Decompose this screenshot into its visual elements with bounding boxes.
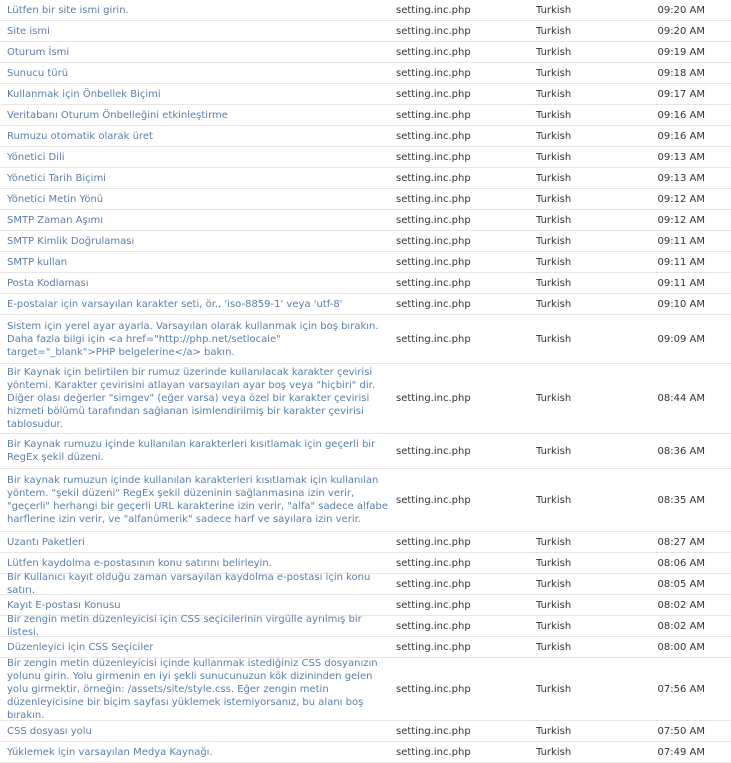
- time-cell: 09:20 AM: [657, 25, 705, 37]
- time-cell: 09:12 AM: [657, 214, 705, 226]
- string-cell: Kayıt E-postası Konusu: [7, 599, 121, 611]
- language-cell: Turkish: [536, 130, 572, 142]
- string-cell: Yönetici Metin Yönü: [7, 193, 104, 205]
- language-cell: Turkish: [536, 256, 572, 268]
- language-cell: Turkish: [536, 725, 572, 737]
- file-cell: setting.inc.php: [396, 641, 471, 653]
- file-cell: setting.inc.php: [396, 67, 471, 79]
- language-cell: Turkish: [536, 557, 572, 569]
- table-row[interactable]: [0, 21, 731, 42]
- file-cell: setting.inc.php: [396, 46, 471, 58]
- language-cell: Turkish: [536, 151, 572, 163]
- file-cell: setting.inc.php: [396, 599, 471, 611]
- table-row[interactable]: [0, 252, 731, 273]
- string-cell: Bir zengin metin düzenleyicisi içinde kullanmak istediğiniz CSS dosyanızın yolunu girin. Yolu girmenin en iyi şekli sunucunuzun kök dizininden gelen yolu girmektir, örneğin: /assets/site/style.css. Eğer zengin metin düzenleyicisine bir biçim sayfası yüklemek istemiyorsanız, bu alanı boş bırakın.: [7, 657, 378, 721]
- file-cell: setting.inc.php: [396, 25, 471, 37]
- time-cell: 09:18 AM: [657, 67, 705, 79]
- language-cell: Turkish: [536, 277, 572, 289]
- string-cell: Kullanmak için Önbellek Biçimi: [7, 88, 161, 100]
- language-cell: Turkish: [536, 641, 572, 653]
- file-cell: setting.inc.php: [396, 620, 471, 632]
- language-cell: Turkish: [536, 746, 572, 758]
- string-cell: Düzenleyici için CSS Seçiciler: [7, 641, 154, 653]
- string-cell: Oturum İsmi: [7, 46, 70, 58]
- file-cell: setting.inc.php: [396, 193, 471, 205]
- language-cell: Turkish: [536, 193, 572, 205]
- table-row[interactable]: [0, 469, 731, 532]
- string-cell: Lütfen bir site ismi girin.: [7, 4, 129, 16]
- table-row[interactable]: [0, 105, 731, 126]
- file-cell: setting.inc.php: [396, 683, 471, 695]
- file-cell: setting.inc.php: [396, 333, 471, 345]
- language-cell: Turkish: [536, 298, 572, 310]
- table-row[interactable]: [0, 742, 731, 763]
- language-cell: Turkish: [536, 445, 572, 457]
- language-cell: Turkish: [536, 683, 572, 695]
- string-cell: Yüklemek için varsayılan Medya Kaynağı.: [7, 746, 213, 758]
- time-cell: 09:16 AM: [657, 130, 705, 142]
- table-row[interactable]: [0, 364, 731, 434]
- string-cell: Bir Kaynak için belirtilen bir rumuz üzerinde kullanılacak karakter çevirisi yöntemi. Karakter çevirisini atlayan varsayılan ayar boş veya "hiçbiri" dir. Diğer olası değerler "simgev" (eğer varsa) veya özel bir karakter çevirisi hizmeti bölümü tarafından sağlanan isimlendirilmiş bir karakter çevirisi tablosudur.: [7, 367, 375, 430]
- language-cell: Turkish: [536, 620, 572, 632]
- time-cell: 07:49 AM: [657, 746, 705, 758]
- table-row[interactable]: [0, 0, 731, 21]
- table-row[interactable]: [0, 63, 731, 84]
- file-cell: setting.inc.php: [396, 298, 471, 310]
- time-cell: 07:50 AM: [657, 725, 705, 737]
- time-cell: 09:19 AM: [657, 46, 705, 58]
- table-row[interactable]: [0, 315, 731, 364]
- language-cell: Turkish: [536, 393, 572, 404]
- time-cell: 09:16 AM: [657, 109, 705, 121]
- table-row[interactable]: [0, 532, 731, 553]
- table-row[interactable]: [0, 210, 731, 231]
- table-row[interactable]: [0, 434, 731, 469]
- string-cell: Uzantı Paketleri: [7, 536, 85, 548]
- table-row[interactable]: [0, 273, 731, 294]
- time-cell: 09:13 AM: [657, 151, 705, 163]
- string-cell: Veritabanı Oturum Önbelleğini etkinleştirme: [7, 109, 228, 121]
- time-cell: 07:56 AM: [657, 683, 705, 695]
- string-cell: Yönetici Tarih Biçimi: [7, 172, 106, 184]
- string-cell: Sistem için yerel ayar ayarla. Varsayılan olarak kullanmak için boş bırakın. Daha fazla bilgi için <a href="http://php.net/setlocale" target="_blank">PHP belgelerine</a> bakın.: [7, 320, 379, 358]
- table-row[interactable]: [0, 574, 731, 595]
- time-cell: 08:02 AM: [657, 599, 705, 611]
- language-cell: Turkish: [536, 599, 572, 611]
- string-cell: SMTP Kimlik Doğrulaması: [7, 235, 135, 247]
- string-cell: Rumuzu otomatik olarak üret: [7, 130, 153, 142]
- string-cell: Yönetici Dili: [7, 151, 65, 163]
- table-row[interactable]: [0, 189, 731, 210]
- time-cell: 08:35 AM: [657, 494, 705, 506]
- file-cell: setting.inc.php: [396, 130, 471, 142]
- file-cell: setting.inc.php: [396, 88, 471, 100]
- file-cell: setting.inc.php: [396, 536, 471, 548]
- table-row[interactable]: [0, 84, 731, 105]
- time-cell: 09:11 AM: [657, 277, 705, 289]
- string-cell: Sunucu türü: [7, 67, 69, 79]
- language-cell: Turkish: [536, 333, 572, 345]
- table-row[interactable]: [0, 721, 731, 742]
- string-cell: Lütfen kaydolma e-postasının konu satırını belirleyin.: [7, 557, 272, 569]
- language-cell: Turkish: [536, 536, 572, 548]
- table-row[interactable]: [0, 658, 731, 721]
- table-row[interactable]: [0, 126, 731, 147]
- language-cell: Turkish: [536, 25, 572, 37]
- language-cell: Turkish: [536, 109, 572, 121]
- language-cell: Turkish: [536, 88, 572, 100]
- string-cell: Bir Kaynak rumuzu içinde kullanılan karakterleri kısıtlamak için geçerli bir RegEx şekil düzeni.: [7, 439, 376, 463]
- time-cell: 09:09 AM: [657, 333, 705, 345]
- file-cell: setting.inc.php: [396, 557, 471, 569]
- time-cell: 08:05 AM: [657, 578, 705, 590]
- string-cell: Bir Kullanıcı kayıt olduğu zaman varsayılan kaydolma e-postası için konu satırı.: [7, 572, 371, 596]
- table-row[interactable]: [0, 168, 731, 189]
- string-cell: Site ismi: [7, 25, 50, 37]
- string-cell: SMTP kullan: [7, 256, 68, 268]
- time-cell: 09:11 AM: [657, 256, 705, 268]
- file-cell: setting.inc.php: [396, 109, 471, 121]
- file-cell: setting.inc.php: [396, 746, 471, 758]
- file-cell: setting.inc.php: [396, 151, 471, 163]
- string-cell: Posta Kodlaması: [7, 277, 89, 289]
- time-cell: 09:17 AM: [657, 88, 705, 100]
- file-cell: setting.inc.php: [396, 393, 471, 404]
- file-cell: setting.inc.php: [396, 172, 471, 184]
- time-cell: 08:44 AM: [657, 393, 705, 404]
- language-cell: Turkish: [536, 235, 572, 247]
- file-cell: setting.inc.php: [396, 256, 471, 268]
- table-row[interactable]: [0, 42, 731, 63]
- table-row[interactable]: [0, 147, 731, 168]
- string-cell: Bir zengin metin düzenleyicisi için CSS seçicilerinin virgülle ayrılmış bir listesi.: [7, 614, 362, 638]
- time-cell: 09:13 AM: [657, 172, 705, 184]
- time-cell: 08:36 AM: [657, 445, 705, 457]
- file-cell: setting.inc.php: [396, 277, 471, 289]
- language-cell: Turkish: [536, 494, 572, 506]
- file-cell: setting.inc.php: [396, 235, 471, 247]
- table-row[interactable]: [0, 294, 731, 315]
- time-cell: 08:27 AM: [657, 536, 705, 548]
- table-row[interactable]: [0, 616, 731, 637]
- language-cell: Turkish: [536, 578, 572, 590]
- file-cell: setting.inc.php: [396, 214, 471, 226]
- time-cell: 08:02 AM: [657, 620, 705, 632]
- time-cell: 09:12 AM: [657, 193, 705, 205]
- language-cell: Turkish: [536, 172, 572, 184]
- file-cell: setting.inc.php: [396, 4, 471, 16]
- file-cell: setting.inc.php: [396, 494, 471, 506]
- time-cell: 09:10 AM: [657, 298, 705, 310]
- time-cell: 08:00 AM: [657, 641, 705, 653]
- table-row[interactable]: [0, 231, 731, 252]
- string-cell: Bir kaynak rumuzun içinde kullanılan karakterleri kısıtlamak için kullanılan yöntem. "şekil düzeni" RegEx şekil düzeninin sağlanmasına izin verir, "geçerli" herhangi bir geçerli URL karakterine izin verir, "alfa" sadece alfabe harflerine izin verir, ve "alfanümerik" sadece harf ve sayılara izin verir.: [7, 475, 388, 525]
- language-cell: Turkish: [536, 46, 572, 58]
- time-cell: 09:20 AM: [657, 4, 705, 16]
- string-cell: E-postalar için varsayılan karakter seti, ör., 'iso-8859-1' veya 'utf-8': [7, 298, 343, 310]
- string-cell: SMTP Zaman Aşımı: [7, 214, 104, 226]
- language-cell: Turkish: [536, 4, 572, 16]
- language-cell: Turkish: [536, 67, 572, 79]
- time-cell: 08:06 AM: [657, 557, 705, 569]
- file-cell: setting.inc.php: [396, 725, 471, 737]
- string-cell: CSS dosyası yolu: [7, 725, 92, 737]
- time-cell: 09:11 AM: [657, 235, 705, 247]
- file-cell: setting.inc.php: [396, 445, 471, 457]
- language-cell: Turkish: [536, 214, 572, 226]
- file-cell: setting.inc.php: [396, 578, 471, 590]
